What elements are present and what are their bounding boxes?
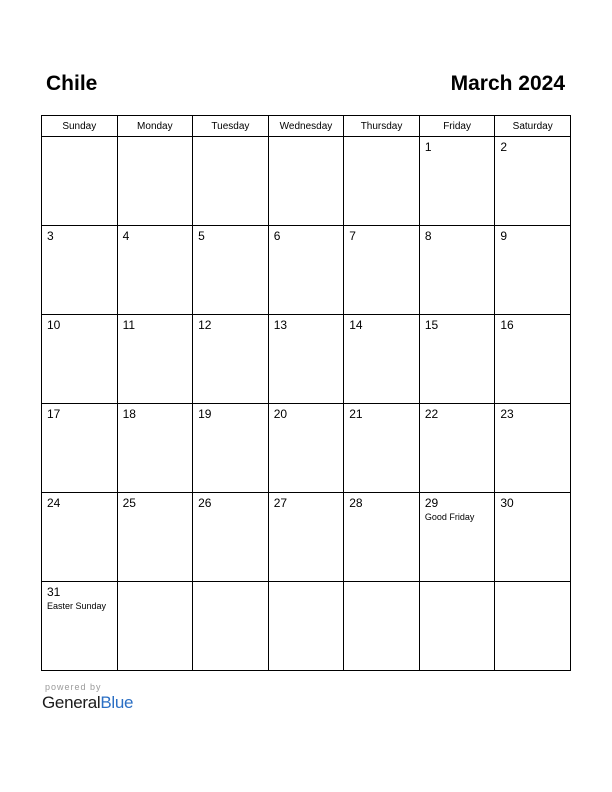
day-cell: [495, 137, 571, 226]
day-number: 29: [424, 496, 439, 510]
day-number: [344, 137, 419, 140]
week-row: [42, 226, 571, 315]
calendar-grid: [41, 115, 571, 671]
day-cell: [419, 582, 495, 671]
day-cell: [344, 493, 420, 582]
day-cell: [268, 315, 344, 404]
week-row: [42, 315, 571, 404]
day-number: [420, 582, 495, 585]
day-number: 21: [349, 407, 363, 421]
month-title: March 2024: [450, 72, 565, 95]
week-row: [42, 582, 571, 671]
day-cell: [117, 493, 193, 582]
day-number: 8: [424, 229, 432, 243]
day-number: [193, 582, 268, 585]
day-number: 2: [500, 140, 508, 154]
day-number: 24: [47, 496, 61, 510]
day-cell: [268, 404, 344, 493]
day-number: 12: [198, 318, 212, 332]
day-number: 4: [122, 229, 130, 243]
day-cell: [419, 493, 495, 582]
day-number: 15: [424, 318, 439, 332]
day-number: 30: [500, 496, 514, 510]
day-number: [118, 582, 193, 585]
weekday-header: Thursday: [344, 116, 420, 137]
day-cell: [344, 315, 420, 404]
day-cell: [268, 226, 344, 315]
day-number: 28: [349, 496, 363, 510]
day-cell: [495, 582, 571, 671]
day-number: 1: [424, 140, 432, 154]
weekday-header: Wednesday: [268, 116, 344, 137]
weekday-header-row: [42, 116, 571, 137]
week-row: [42, 404, 571, 493]
day-number: 11: [122, 318, 136, 332]
day-number: [193, 137, 268, 140]
day-cell: [268, 493, 344, 582]
day-number: 7: [349, 229, 356, 243]
day-number: 16: [500, 318, 514, 332]
weekday-header: Monday: [117, 116, 193, 137]
day-cell: [42, 493, 118, 582]
weekday-header: Sunday: [42, 116, 118, 137]
holiday-label: Easter Sunday: [47, 601, 107, 611]
day-cell: [42, 137, 118, 226]
brand-blue: Blue: [100, 693, 134, 712]
day-number: 20: [273, 407, 288, 421]
day-cell: [495, 226, 571, 315]
day-cell: [42, 582, 118, 671]
day-number: 17: [47, 407, 61, 421]
day-number: [118, 137, 193, 140]
day-cell: [344, 226, 420, 315]
day-cell: [495, 493, 571, 582]
day-number: [495, 582, 570, 585]
brand-general: General: [42, 693, 101, 712]
day-cell: [419, 315, 495, 404]
week-row: [42, 493, 571, 582]
day-number: 6: [273, 229, 281, 243]
day-cell: [42, 226, 118, 315]
day-number: 26: [198, 496, 212, 510]
day-cell: [344, 404, 420, 493]
day-cell: [117, 404, 193, 493]
day-cell: [419, 226, 495, 315]
day-cell: [117, 226, 193, 315]
holiday-label: Good Friday: [424, 512, 475, 522]
day-number: 18: [122, 407, 136, 421]
day-cell: [193, 493, 269, 582]
day-cell: [42, 315, 118, 404]
day-number: 14: [349, 318, 363, 332]
day-number: [269, 582, 344, 585]
day-number: 27: [273, 496, 288, 510]
day-cell: [344, 137, 420, 226]
week-row: [42, 137, 571, 226]
day-cell: [117, 137, 193, 226]
country-title: Chile: [46, 72, 98, 95]
day-number: 9: [500, 229, 508, 243]
day-number: 25: [122, 496, 136, 510]
day-number: 22: [424, 407, 439, 421]
day-number: 10: [47, 318, 61, 332]
day-cell: [193, 226, 269, 315]
weekday-header: Saturday: [495, 116, 571, 137]
generalblue-logo[interactable]: [42, 693, 133, 713]
day-cell: [193, 137, 269, 226]
day-number: 5: [198, 229, 205, 243]
day-cell: [268, 582, 344, 671]
day-cell: [495, 404, 571, 493]
day-cell: [344, 582, 420, 671]
day-number: 13: [273, 318, 288, 332]
day-number: 19: [198, 407, 212, 421]
day-cell: [193, 582, 269, 671]
day-number: 23: [500, 407, 514, 421]
day-number: 3: [47, 229, 54, 243]
weekday-header: Friday: [419, 116, 495, 137]
day-cell: [419, 404, 495, 493]
day-cell: [42, 404, 118, 493]
day-number: [42, 137, 117, 140]
day-cell: [193, 404, 269, 493]
day-cell: [193, 315, 269, 404]
weekday-header: Tuesday: [193, 116, 269, 137]
day-number: [344, 582, 419, 585]
day-cell: [117, 582, 193, 671]
day-cell: [268, 137, 344, 226]
day-number: 31: [47, 585, 61, 599]
day-number: [269, 137, 344, 140]
powered-by-text: powered by: [45, 682, 102, 692]
day-cell: [419, 137, 495, 226]
day-cell: [495, 315, 571, 404]
day-cell: [117, 315, 193, 404]
